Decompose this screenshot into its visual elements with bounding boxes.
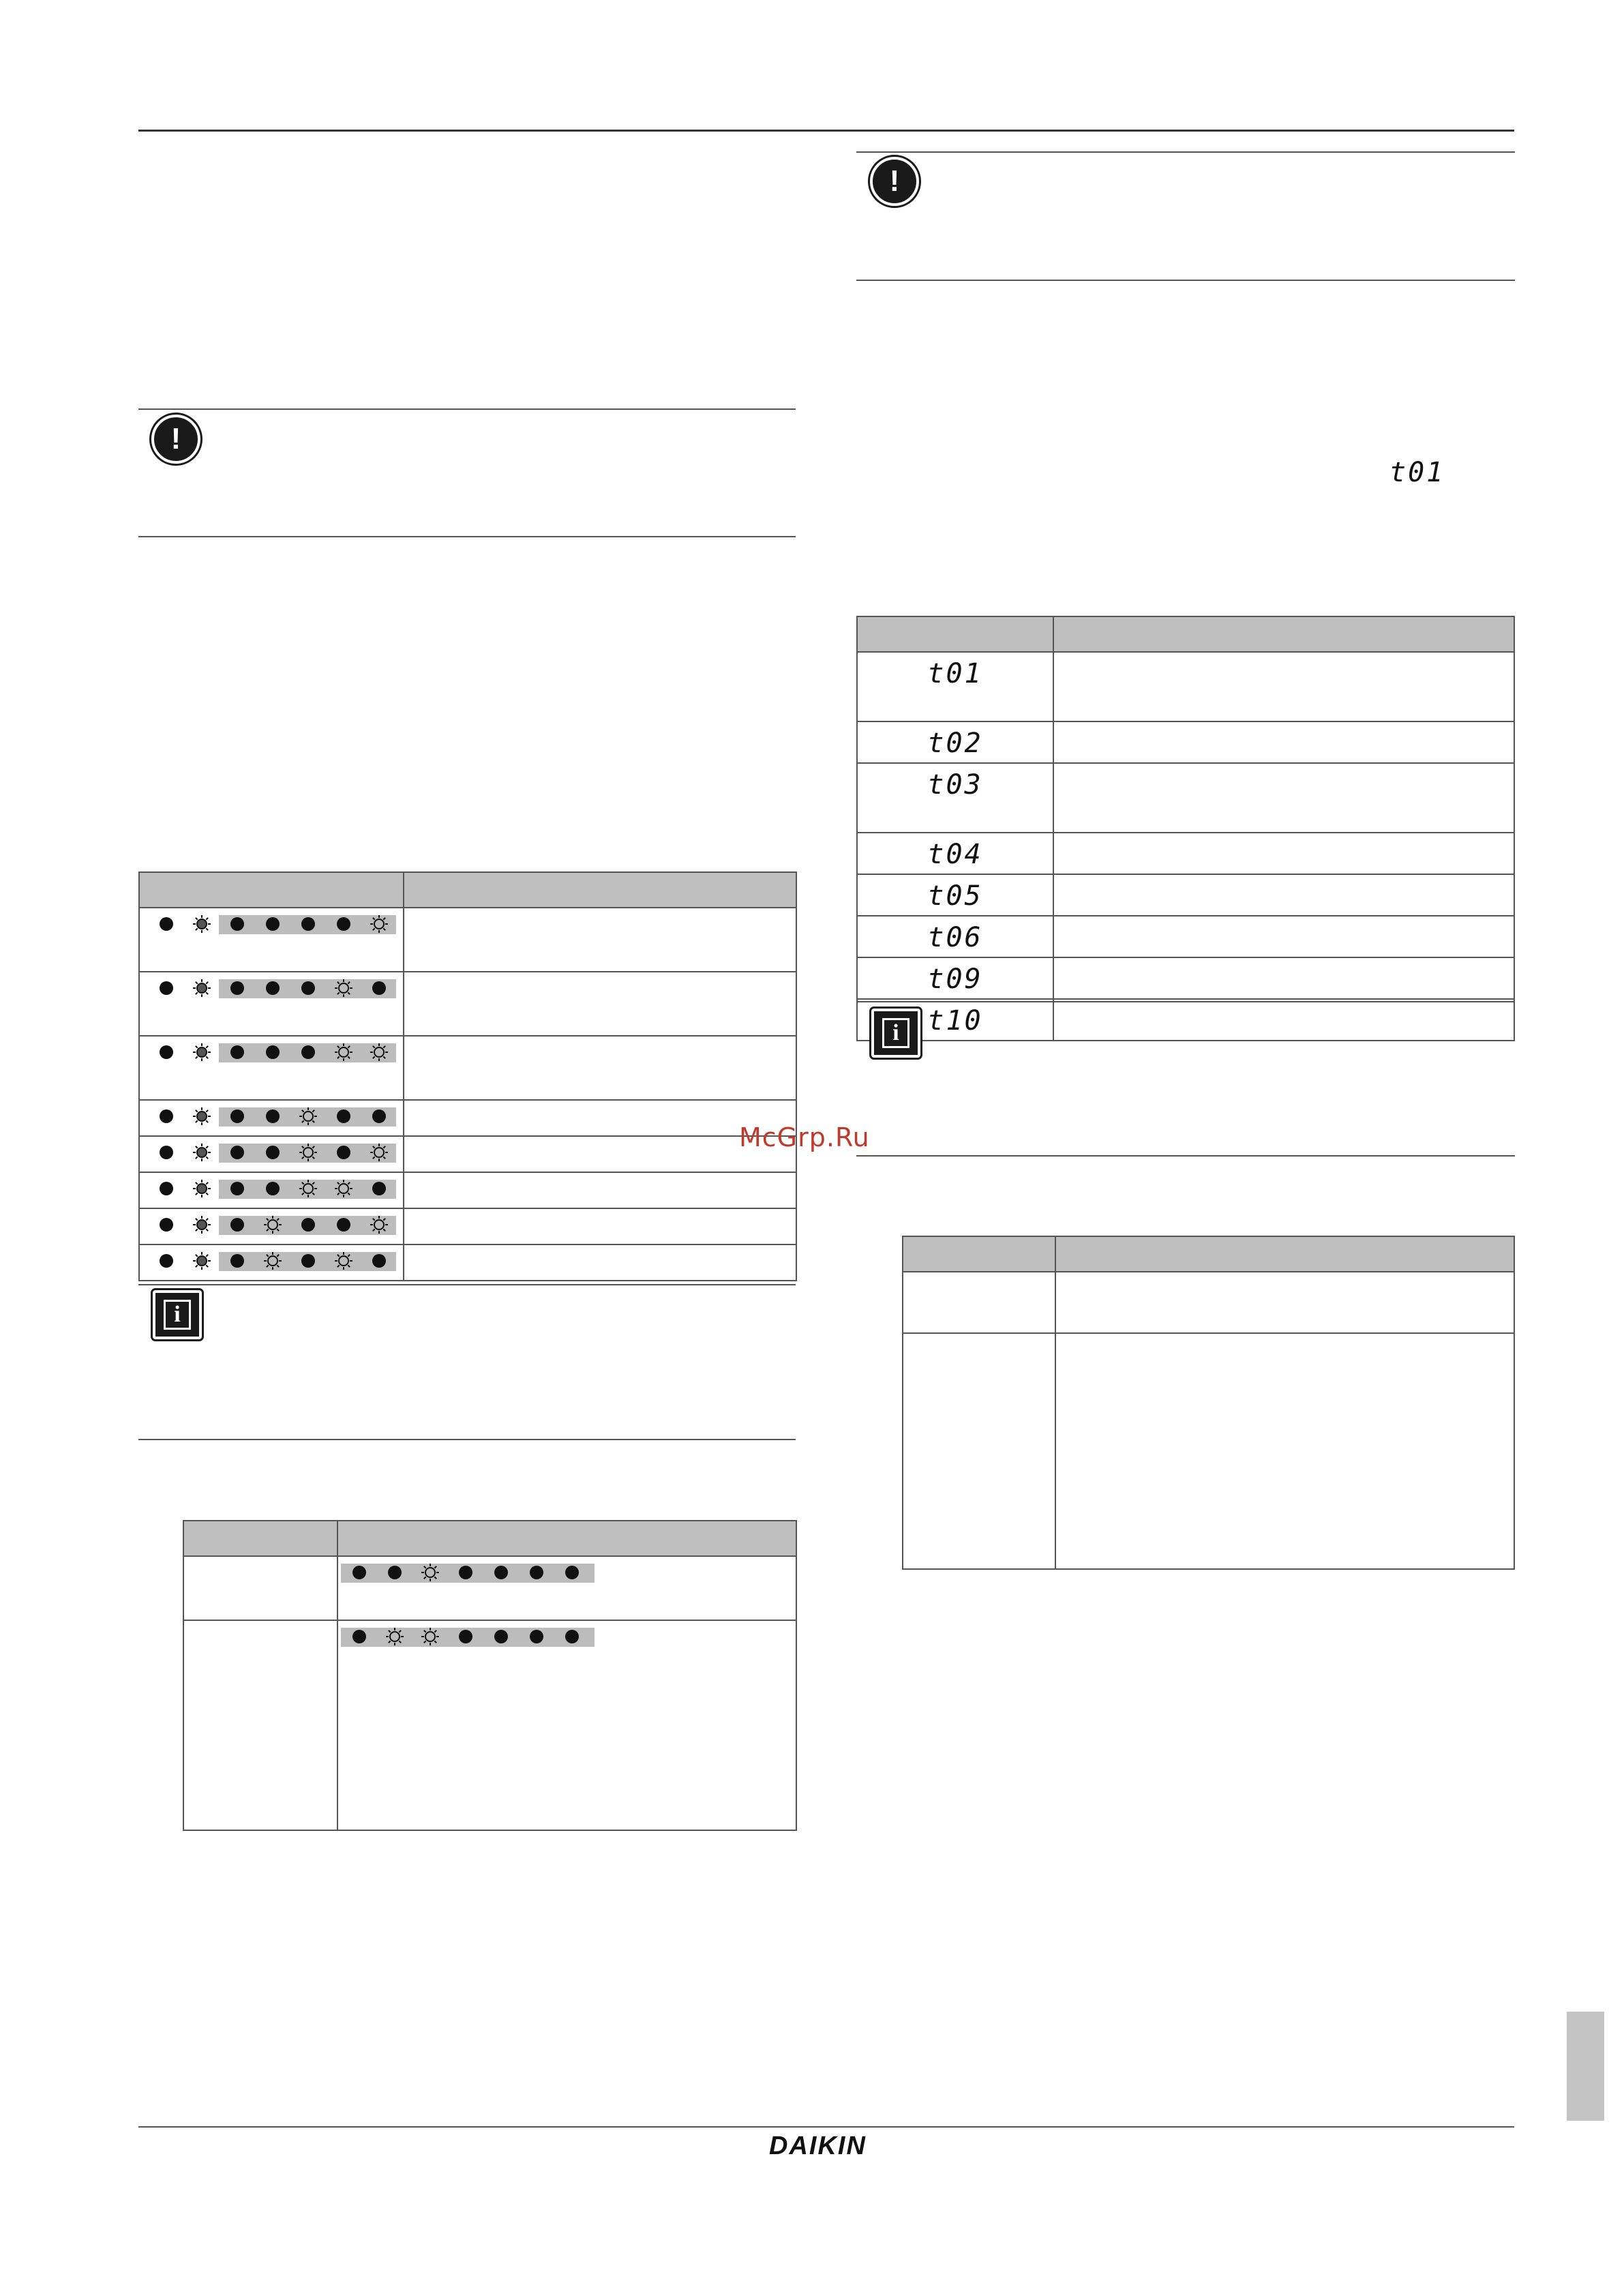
led-blink-icon xyxy=(192,914,212,934)
watermark-text: McGrp.Ru xyxy=(739,1122,870,1152)
led-indicator xyxy=(262,1106,279,1122)
led-indicator xyxy=(369,1178,385,1195)
led-indicator xyxy=(298,1042,314,1058)
led-indicator xyxy=(298,1106,314,1122)
led-indicator xyxy=(491,1626,507,1643)
led-off-icon xyxy=(262,914,283,934)
led-indicator xyxy=(526,1626,543,1643)
error-code: t05 xyxy=(927,880,983,912)
led-indicator xyxy=(526,1562,543,1579)
led-cell xyxy=(337,1620,796,1830)
description-cell xyxy=(1053,874,1514,916)
led-indicator xyxy=(369,914,385,930)
table-header-cell xyxy=(139,872,404,908)
led-off-icon xyxy=(227,978,247,998)
inline-code-display: t01 xyxy=(1389,457,1445,488)
table-row xyxy=(857,833,1514,874)
led-off-icon xyxy=(156,914,177,934)
description-cell xyxy=(404,1244,796,1281)
led-indicator xyxy=(420,1562,436,1579)
led-pattern xyxy=(338,1557,796,1591)
info-top-rule xyxy=(138,1284,796,1285)
led-indicator xyxy=(192,1178,208,1195)
led-off-icon xyxy=(333,914,354,934)
led-indicator xyxy=(227,914,243,930)
led-off-icon xyxy=(298,1251,318,1271)
led-on-icon xyxy=(385,1626,405,1647)
led-indicator xyxy=(156,914,172,930)
led-off-icon xyxy=(156,978,177,998)
led-indicator xyxy=(156,1042,172,1058)
led-indicator xyxy=(156,1142,172,1159)
header-rule xyxy=(138,130,1514,132)
led-indicator xyxy=(562,1562,578,1579)
led-off-icon xyxy=(333,1214,354,1235)
error-code-table xyxy=(856,616,1515,1041)
led-off-icon xyxy=(262,1106,283,1127)
led-indicator xyxy=(192,1251,208,1267)
led-off-icon xyxy=(385,1562,405,1583)
led-on-icon xyxy=(369,1214,389,1235)
table-row xyxy=(183,1620,796,1830)
led-on-icon xyxy=(298,1106,318,1127)
led-indicator xyxy=(369,1142,385,1159)
led-on-icon xyxy=(369,1042,389,1062)
table-row xyxy=(139,1172,796,1208)
led-on-icon xyxy=(333,1251,354,1271)
description-cell xyxy=(404,1136,796,1172)
led-indicator xyxy=(298,1178,314,1195)
description-cell xyxy=(1053,721,1514,763)
led-pattern xyxy=(140,1245,403,1280)
led-off-icon xyxy=(562,1626,582,1647)
led-off-icon xyxy=(262,1142,283,1163)
led-cell xyxy=(139,908,404,972)
table-row xyxy=(857,874,1514,916)
led-off-icon xyxy=(562,1562,582,1583)
led-on-icon xyxy=(298,1178,318,1199)
info-bottom-rule xyxy=(138,1439,796,1440)
led-pattern xyxy=(140,908,403,971)
important-notice-icon: ! xyxy=(151,415,200,464)
led-indicator xyxy=(491,1562,507,1579)
led-blink-icon xyxy=(192,1178,212,1199)
led-cell xyxy=(139,1172,404,1208)
led-indicator xyxy=(298,1251,314,1267)
footer-rule xyxy=(138,2126,1514,2128)
led-status-table xyxy=(138,871,797,1281)
table-row xyxy=(903,1333,1514,1569)
led-indicator xyxy=(262,1042,279,1058)
led-indicator xyxy=(192,1042,208,1058)
led-indicator xyxy=(227,978,243,994)
led-off-icon xyxy=(369,1178,389,1199)
info-bottom-rule-right xyxy=(856,1155,1515,1157)
led-indicator xyxy=(262,1214,279,1231)
description-cell xyxy=(404,1100,796,1136)
led-on-icon xyxy=(262,1251,283,1271)
table-cell xyxy=(1055,1333,1514,1569)
led-indicator xyxy=(455,1626,472,1643)
led-off-icon xyxy=(262,978,283,998)
led-off-icon xyxy=(156,1142,177,1163)
led-cell xyxy=(139,972,404,1036)
led-indicator xyxy=(156,1214,172,1231)
table-cell xyxy=(903,1333,1055,1569)
led-on-icon xyxy=(420,1626,440,1647)
error-code: t09 xyxy=(927,964,983,995)
code-cell xyxy=(857,957,1053,999)
description-cell xyxy=(404,908,796,972)
led-off-icon xyxy=(227,1251,247,1271)
led-indicator xyxy=(333,978,350,994)
led-pattern xyxy=(140,1173,403,1208)
led-on-icon xyxy=(369,1142,389,1163)
notice-top-rule-right xyxy=(856,151,1515,153)
led-off-icon xyxy=(298,1042,318,1062)
led-indicator xyxy=(192,1142,208,1159)
led-off-icon xyxy=(227,1142,247,1163)
led-off-icon xyxy=(526,1562,547,1583)
led-off-icon xyxy=(156,1042,177,1062)
description-cell xyxy=(1053,652,1514,721)
led-indicator xyxy=(227,1251,243,1267)
led-off-icon xyxy=(227,1178,247,1199)
table-header-cell xyxy=(857,616,1053,652)
led-pattern xyxy=(140,1209,403,1244)
led-indicator xyxy=(455,1562,472,1579)
led-off-icon xyxy=(369,978,389,998)
led-indicator xyxy=(227,1142,243,1159)
led-off-icon xyxy=(298,914,318,934)
notice-top-rule xyxy=(138,408,796,410)
table-cell xyxy=(903,1272,1055,1333)
led-indicator xyxy=(227,1214,243,1231)
led-indicator xyxy=(298,978,314,994)
led-indicator xyxy=(333,1178,350,1195)
table-header-cell xyxy=(1055,1236,1514,1272)
description-cell xyxy=(1053,833,1514,874)
led-indicator xyxy=(156,1106,172,1122)
description-cell xyxy=(404,1036,796,1100)
important-notice-icon: ! xyxy=(870,157,919,206)
led-cell xyxy=(139,1100,404,1136)
description-cell xyxy=(1053,957,1514,999)
table-header-row xyxy=(857,616,1514,652)
error-code: t04 xyxy=(927,839,983,870)
led-indicator xyxy=(192,1214,208,1231)
table-cell xyxy=(1055,1272,1514,1333)
led-indicator xyxy=(369,978,385,994)
led-indicator xyxy=(333,1142,350,1159)
label-cell xyxy=(183,1620,337,1830)
led-indicator xyxy=(349,1626,365,1643)
led-pattern xyxy=(140,1037,403,1099)
error-code: t02 xyxy=(927,728,983,759)
led-on-icon xyxy=(369,914,389,934)
information-icon: i xyxy=(871,1009,920,1058)
led-indicator xyxy=(369,1106,385,1122)
led-indicator xyxy=(333,1042,350,1058)
led-indicator xyxy=(298,1142,314,1159)
led-indicator xyxy=(227,1042,243,1058)
description-cell xyxy=(1053,999,1514,1041)
led-indicator xyxy=(298,1214,314,1231)
table-header-cell xyxy=(903,1236,1055,1272)
notice-bottom-rule xyxy=(138,536,796,537)
led-off-icon xyxy=(455,1626,476,1647)
description-table xyxy=(902,1236,1515,1570)
code-cell xyxy=(857,763,1053,833)
led-off-icon xyxy=(369,1251,389,1271)
table-header-cell xyxy=(337,1521,796,1556)
led-indicator xyxy=(298,914,314,930)
notice-bottom-rule-right xyxy=(856,280,1515,281)
led-indicator xyxy=(562,1626,578,1643)
led-blink-icon xyxy=(192,1251,212,1271)
led-indicator xyxy=(262,978,279,994)
info-top-rule-right xyxy=(856,1001,1515,1002)
code-cell xyxy=(857,652,1053,721)
description-cell xyxy=(1053,763,1514,833)
table-row xyxy=(857,721,1514,763)
led-off-icon xyxy=(491,1562,511,1583)
led-blink-icon xyxy=(192,1214,212,1235)
led-indicator xyxy=(192,914,208,930)
led-indicator xyxy=(385,1562,401,1579)
led-pattern xyxy=(338,1621,796,1655)
led-off-icon xyxy=(227,1106,247,1127)
led-indicator xyxy=(420,1626,436,1643)
led-pattern xyxy=(140,1137,403,1172)
led-blink-icon xyxy=(192,978,212,998)
led-indicator xyxy=(369,1214,385,1231)
led-cell xyxy=(139,1208,404,1244)
led-indicator xyxy=(262,1251,279,1267)
led-indicator xyxy=(192,1106,208,1122)
led-off-icon xyxy=(526,1626,547,1647)
description-cell xyxy=(1053,916,1514,957)
table-header-row xyxy=(903,1236,1514,1272)
table-row xyxy=(857,763,1514,833)
table-row xyxy=(857,957,1514,999)
table-row xyxy=(139,1244,796,1281)
led-off-icon xyxy=(333,1106,354,1127)
led-off-icon xyxy=(491,1626,511,1647)
led-off-icon xyxy=(298,1214,318,1235)
code-cell xyxy=(857,916,1053,957)
led-cell xyxy=(139,1036,404,1100)
led-on-icon xyxy=(333,978,354,998)
led-on-icon xyxy=(420,1562,440,1583)
description-cell xyxy=(404,1208,796,1244)
led-indicator xyxy=(333,1251,350,1267)
led-indicator xyxy=(156,1251,172,1267)
daikin-logo: DAIKIN xyxy=(769,2132,867,2160)
led-off-icon xyxy=(262,1178,283,1199)
led-on-icon xyxy=(298,1142,318,1163)
error-code: t01 xyxy=(927,658,983,689)
led-on-icon xyxy=(333,1042,354,1062)
led-off-icon xyxy=(349,1562,370,1583)
led-indicator xyxy=(369,1042,385,1058)
code-cell xyxy=(857,721,1053,763)
table-header-cell xyxy=(1053,616,1514,652)
led-blink-icon xyxy=(192,1142,212,1163)
led-indicator xyxy=(192,978,208,994)
led-indicator xyxy=(369,1251,385,1267)
led-indicator xyxy=(156,978,172,994)
led-cell xyxy=(139,1244,404,1281)
led-pattern-table xyxy=(183,1520,797,1831)
table-row xyxy=(903,1272,1514,1333)
led-off-icon xyxy=(227,1042,247,1062)
led-indicator xyxy=(262,1178,279,1195)
description-cell xyxy=(404,972,796,1036)
led-pattern xyxy=(140,1101,403,1135)
led-off-icon xyxy=(156,1106,177,1127)
led-indicator xyxy=(349,1562,365,1579)
table-row xyxy=(139,1036,796,1100)
led-off-icon xyxy=(333,1142,354,1163)
led-off-icon xyxy=(455,1562,476,1583)
table-row xyxy=(139,1100,796,1136)
led-off-icon xyxy=(156,1178,177,1199)
code-cell xyxy=(857,833,1053,874)
led-indicator xyxy=(385,1626,401,1643)
led-blink-icon xyxy=(192,1042,212,1062)
table-header-row xyxy=(183,1521,796,1556)
table-row xyxy=(857,652,1514,721)
led-off-icon xyxy=(349,1626,370,1647)
led-cell xyxy=(337,1556,796,1620)
led-on-icon xyxy=(262,1214,283,1235)
table-row xyxy=(857,916,1514,957)
table-header-row xyxy=(139,872,796,908)
led-off-icon xyxy=(369,1106,389,1127)
led-off-icon xyxy=(156,1214,177,1235)
description-cell xyxy=(404,1172,796,1208)
error-code: t03 xyxy=(927,769,983,801)
led-pattern xyxy=(140,972,403,1035)
led-indicator xyxy=(156,1178,172,1195)
table-row xyxy=(183,1556,796,1620)
table-row xyxy=(139,1208,796,1244)
information-icon: i xyxy=(153,1290,202,1339)
table-row xyxy=(139,972,796,1036)
section-tab-marker xyxy=(1567,2012,1604,2121)
table-row xyxy=(139,908,796,972)
led-off-icon xyxy=(227,914,247,934)
led-indicator xyxy=(333,1214,350,1231)
table-row xyxy=(139,1136,796,1172)
led-indicator xyxy=(262,914,279,930)
led-indicator xyxy=(333,1106,350,1122)
led-off-icon xyxy=(262,1042,283,1062)
error-code: t06 xyxy=(927,922,983,953)
table-header-cell xyxy=(183,1521,337,1556)
table-header-cell xyxy=(404,872,796,908)
led-indicator xyxy=(333,914,350,930)
led-off-icon xyxy=(227,1214,247,1235)
led-indicator xyxy=(227,1178,243,1195)
led-blink-icon xyxy=(192,1106,212,1127)
led-off-icon xyxy=(156,1251,177,1271)
error-code: t10 xyxy=(927,1005,983,1037)
led-cell xyxy=(139,1136,404,1172)
code-cell xyxy=(857,874,1053,916)
led-off-icon xyxy=(298,978,318,998)
table-row xyxy=(857,999,1514,1041)
label-cell xyxy=(183,1556,337,1620)
led-indicator xyxy=(227,1106,243,1122)
led-indicator xyxy=(262,1142,279,1159)
led-on-icon xyxy=(333,1178,354,1199)
